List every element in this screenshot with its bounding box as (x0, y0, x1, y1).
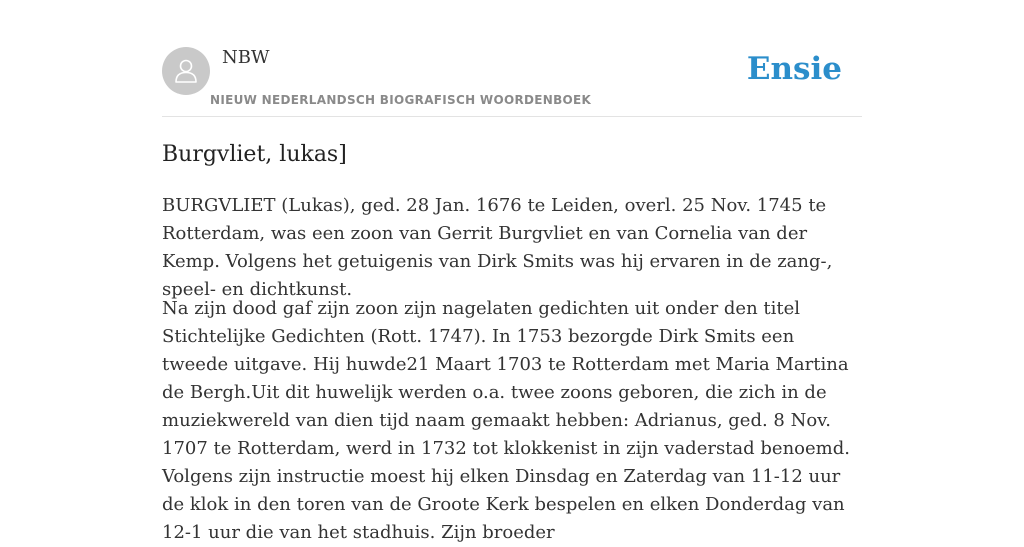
page-title: Burgvliet, lukas] (162, 142, 347, 167)
user-icon (171, 56, 201, 86)
ensie-logo[interactable]: Ensie (746, 51, 842, 87)
article-container (162, 0, 862, 543)
author-name[interactable]: NBW (222, 47, 270, 68)
article-paragraph-2: Na zijn dood gaf zijn zoon zijn nagelaten gedichten uit onder den titel Stichtelijke Gedichten (Rott. 1747). In 1753 bezorgde Dirk Smits een tweede uitgave. Hij huwde21 Maart 1703 te Rotterdam met Maria Martina de Bergh.Uit dit huwelijk werden o.a. twee zoons geboren, die zich in de muziekwereld van dien tijd naam gemaakt hebben: Adrianus, ged. 8 Nov. 1707 te Rotterdam, werd in 1732 tot klokkenist in zijn vaderstad benoemd. Volgens zijn instructie moest hij elken Dinsdag en Zaterdag van 11-12 uur de klok in den toren van de Groote Kerk bespelen en elken Donderdag van 12-1 uur die van het stadhuis. Zijn broeder (162, 298, 850, 543)
header (162, 0, 862, 117)
article-paragraph-1: BURGVLIET (Lukas), ged. 28 Jan. 1676 te Leiden, overl. 25 Nov. 1745 te Rotterdam, was een zoon van Gerrit Burgvliet en van Cornelia van der Kemp. Volgens het getuigenis van Dirk Smits was hij ervaren in de zang-, speel- en dichtkunst. (162, 195, 833, 300)
author-subtitle: NIEUW NEDERLANDSCH BIOGRAFISCH WOORDENBOEK (210, 93, 592, 107)
avatar[interactable] (162, 47, 210, 95)
